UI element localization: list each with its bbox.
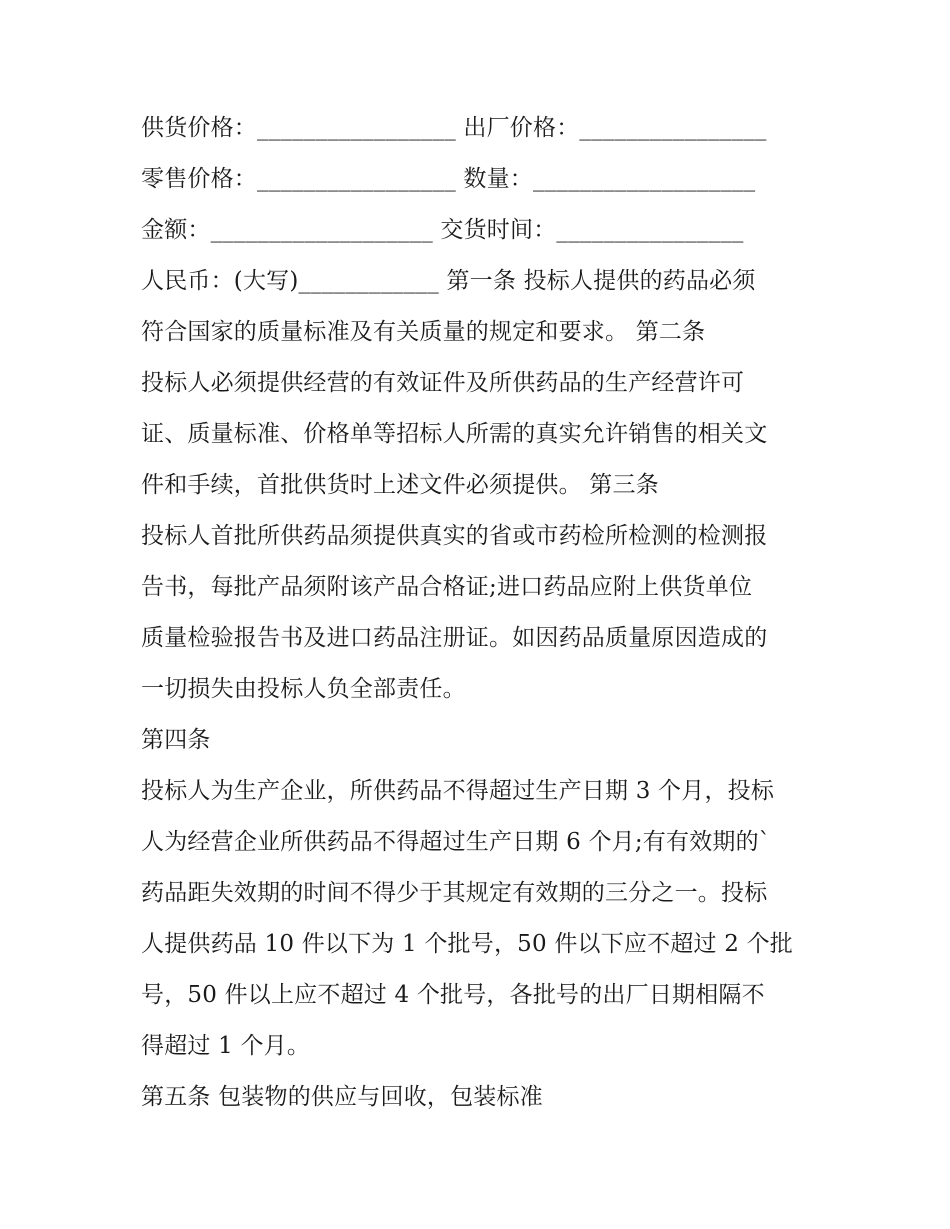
price-fields-line-1: 供货价格：_________________ 出厂价格：________________ [141, 115, 767, 141]
document-page [141, 103, 816, 1123]
text-line: 得超过 1 个月。 [141, 1033, 311, 1059]
text-line: 件和手续，首批供货时上述文件必须提供。 第三条 [141, 472, 659, 498]
text-line: 证、质量标准、价格单等招标人所需的真实允许销售的相关文 [141, 421, 768, 447]
text-line: 投标人首批所供药品须提供真实的省或市药检所检测的检测报 [141, 523, 768, 549]
text-line: 人民币：(大写)____________ 第一条 投标人提供的药品必须 [141, 268, 756, 294]
text-line: 号，50 件以上应不超过 4 个批号，各批号的出厂日期相隔不 [141, 982, 765, 1008]
text-line: 符合国家的质量标准及有关质量的规定和要求。 第二条 [141, 319, 706, 345]
article-heading-5: 第五条 包装物的供应与回收，包装标准 [141, 1084, 543, 1110]
text-line: 质量检验报告书及进口药品注册证。如因药品质量原因造成的 [141, 625, 768, 651]
text-line: 投标人为生产企业，所供药品不得超过生产日期 3 个月，投标 [141, 778, 775, 804]
text-line: 一切损失由投标人负全部责任。 [141, 676, 466, 702]
text-line: 投标人必须提供经营的有效证件及所供药品的生产经营许可 [141, 370, 745, 396]
article-heading-4: 第四条 [141, 727, 211, 753]
amount-fields-line: 金额：___________________ 交货时间：________________ [141, 217, 744, 243]
text-line: 药品距失效期的时间不得少于其规定有效期的三分之一。投标 [141, 880, 768, 906]
text-line: 人为经营企业所供药品不得超过生产日期 6 个月;有有效期的` [141, 829, 771, 855]
text-line: 告书，每批产品须附该产品合格证;进口药品应附上供货单位 [141, 574, 753, 600]
text-line: 人提供药品 10 件以下为 1 个批号，50 件以下应不超过 2 个批 [141, 931, 793, 957]
price-fields-line-2: 零售价格：_________________ 数量：___________________ [141, 166, 756, 192]
